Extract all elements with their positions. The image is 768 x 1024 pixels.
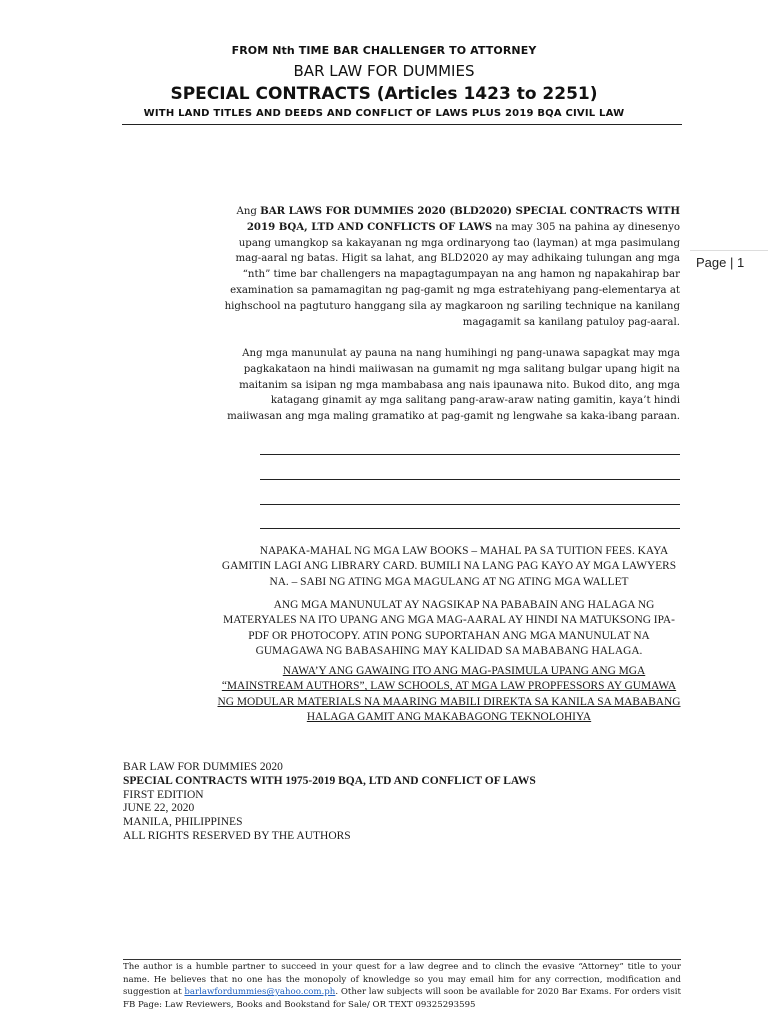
intro-paragraph: [220, 204, 680, 330]
footnote-text-end: . Other law subjects will soon be available for 2020 Bar Exams. For orders visit FB Page: Law Reviewers, Books and Bookstand for Sale/ OR TEXT 09325293595: [123, 987, 681, 1010]
email-link[interactable]: barlawfordummies@yahoo.com.ph: [184, 987, 336, 997]
message-modular-materials: NAWA’Y ANG GAWAING ITO ANG MAG-PASIMULA UPANG ANG MGA “MAINSTREAM AUTHORS”, LAW SCHOOLS, AT MGA LAW PROPFESSORS AY GUMAWA NG MODULAR MATERIALS NA MAARING MABILI DIREKTA SA KANILA SA MABABANG HALAGA GAMIT ANG MAKABAGONG TEKNOLOHIYA: [217, 665, 681, 724]
colophon: [123, 761, 536, 844]
blank-line: [260, 504, 680, 505]
disclaimer-paragraph: Ang mga manunulat ay pauna na nang humihingi ng pang-unawa sapagkat may mga pagkakataon na hindi maiiwasan na gumamit ng mga salitang bulgar upang higit na maitanim sa isipan ng mga mambabasa ang nais ipaunawa nito. Bukod dito, ang mga katagang ginamit ay mga salitang pang-araw-araw nating gamitin, kaya’t hindi maiiwasan ang mga maling gramatiko at pag-gamit ng lengwahe sa kaka-ibang paraan.: [227, 348, 680, 423]
document-title: SPECIAL CONTRACTS (Articles 1423 to 2251): [170, 84, 598, 104]
intro-body: na may 305 na pahina ay dinesenyo upang umangkop sa kakayanan ng mga ordinaryong tao (layman) at mga pasimulang mag-aaral ng batas. Higit sa lahat, ang BLD2020 ay may adhikaing tulungan ang mga “nth” time bar challengers na mapagtagumpayan na ang hamon ng napakahirap bar examination sa pamamagitan ng pag-gamit ng mga estratehiyang pang-elementarya at highschool na pagtuturo hanggang sila ay magkaroon ng sariling technique na kanilang magagamit sa kanilang patuloy pag-aaral.: [224, 221, 680, 328]
colophon-location: MANILA, PHILIPPINES: [123, 816, 243, 829]
colophon-date: JUNE 22, 2020: [123, 802, 195, 815]
colophon-title: SPECIAL CONTRACTS WITH 1975-2019 BQA, LTD AND CONFLICT OF LAWS: [123, 774, 536, 787]
message-authors-effort: ANG MGA MANUNULAT AY NAGSIKAP NA PABABAIN ANG HALAGA NG MATERYALES NA ITO UPANG ANG MGA MAG-AARAL AY HINDI NA MATUKSONG IPA-PDF OR PHOTOCOPY. ATIN PONG SUPORTAHAN ANG MGA MANUNULAT NA GUMAGAWA NG BABASAHING MAY KALIDAD SA MABABANG HALAGA.: [223, 599, 675, 658]
intro-lead: Ang: [236, 206, 261, 217]
header-divider: [122, 124, 682, 125]
blank-line: [260, 528, 680, 529]
header-series: BAR LAW FOR DUMMIES: [293, 62, 475, 80]
message-law-books: NAPAKA-MAHAL NG MGA LAW BOOKS – MAHAL PA SA TUITION FEES. KAYA GAMITIN LAGI ANG LIBRARY CARD. BUMILI NA LANG PAG KAYO AY MGA LAWYERS NA. – SABI NG ATING MGA MAGULANG AT NG ATING MGA WALLET: [221, 545, 677, 588]
header-tagline: FROM Nth TIME BAR CHALLENGER TO ATTORNEY: [231, 44, 537, 57]
colophon-edition: FIRST EDITION: [123, 788, 204, 801]
colophon-rights: ALL RIGHTS RESERVED BY THE AUTHORS: [123, 829, 351, 842]
page-number: Page | 1: [690, 250, 768, 270]
blank-line: [260, 479, 680, 480]
intro-bold-title: BAR LAWS FOR DUMMIES 2020 (BLD2020) SPECIAL CONTRACTS WITH 2019 BQA, LTD AND CONFLICTS OF LAWS: [246, 205, 680, 233]
document-subtitle: WITH LAND TITLES AND DEEDS AND CONFLICT OF LAWS PLUS 2019 BQA CIVIL LAW: [143, 108, 625, 119]
footnote-divider: [123, 959, 681, 960]
footnote: [123, 961, 681, 1011]
colophon-series: BAR LAW FOR DUMMIES 2020: [123, 761, 283, 773]
footnote-text: The author is a humble partner to succeed in your quest for a law degree and to clinch the evasive “Attorney” title to your name. He believes that no one has the monopoly of knowledge so you may email him for any correction, modification and suggestion at: [123, 962, 681, 997]
blank-line: [260, 454, 680, 455]
